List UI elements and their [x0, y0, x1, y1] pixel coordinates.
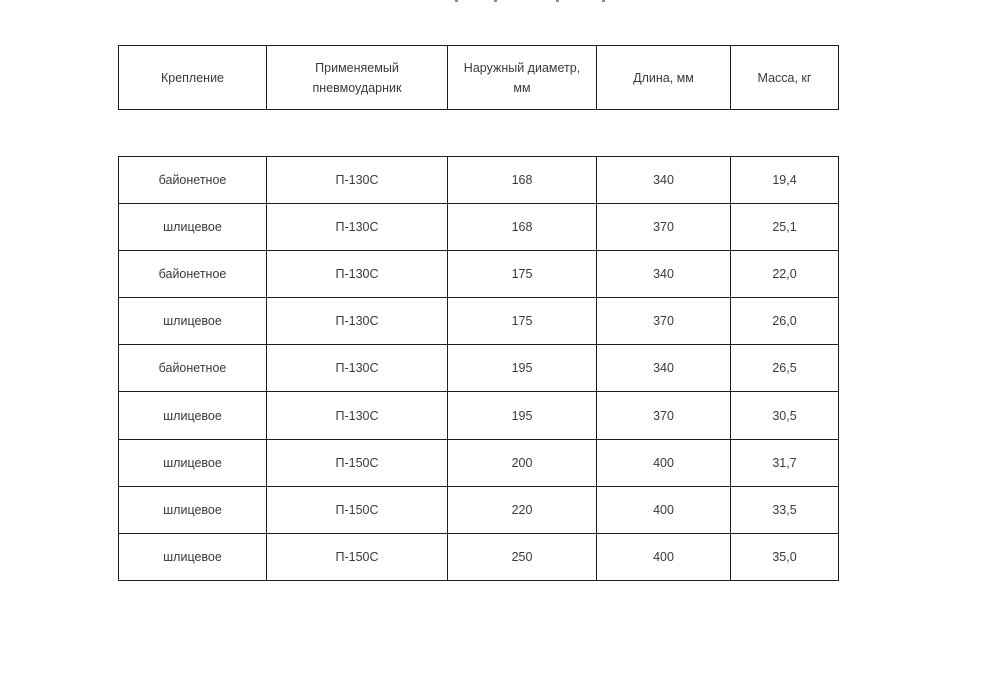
cell-outer-diameter: 250 [448, 533, 597, 580]
cell-mount-type: байонетное [119, 157, 267, 204]
table-row [119, 439, 839, 486]
table-row [119, 204, 839, 251]
cropped-text-fragment [455, 0, 458, 2]
column-header-length: Длина, мм [597, 46, 731, 110]
cell-mass: 19,4 [731, 157, 839, 204]
cell-hammer-model: П-130С [267, 392, 448, 439]
cell-mount-type: шлицевое [119, 204, 267, 251]
cell-length: 400 [597, 439, 731, 486]
cell-outer-diameter: 200 [448, 439, 597, 486]
cell-length: 400 [597, 486, 731, 533]
cell-outer-diameter: 220 [448, 486, 597, 533]
cell-length: 370 [597, 392, 731, 439]
cell-mass: 31,7 [731, 439, 839, 486]
cell-hammer-model: П-150С [267, 533, 448, 580]
cell-mount-type: шлицевое [119, 533, 267, 580]
cropped-text-fragment [556, 0, 559, 2]
cell-mount-type: байонетное [119, 345, 267, 392]
cell-mass: 25,1 [731, 204, 839, 251]
cell-length: 370 [597, 204, 731, 251]
column-header-hammer-model: Применяемый пневмоударник [267, 46, 448, 110]
cropped-text-fragment [602, 0, 605, 2]
cell-hammer-model: П-150С [267, 486, 448, 533]
cell-mass: 33,5 [731, 486, 839, 533]
table-row [119, 251, 839, 298]
cell-hammer-model: П-130С [267, 298, 448, 345]
cell-mount-type: шлицевое [119, 298, 267, 345]
cell-hammer-model: П-130С [267, 345, 448, 392]
column-header-mount-type: Крепление [119, 46, 267, 110]
cell-mount-type: шлицевое [119, 486, 267, 533]
table-row [119, 533, 839, 580]
cell-hammer-model: П-150С [267, 439, 448, 486]
cell-hammer-model: П-130С [267, 251, 448, 298]
cell-length: 340 [597, 345, 731, 392]
cell-mount-type: шлицевое [119, 439, 267, 486]
cell-outer-diameter: 195 [448, 345, 597, 392]
column-header-outer-diameter: Наружный диаметр, мм [448, 46, 597, 110]
column-header-mass: Масса, кг [731, 46, 839, 110]
cell-mount-type: байонетное [119, 251, 267, 298]
cell-outer-diameter: 195 [448, 392, 597, 439]
cell-outer-diameter: 175 [448, 251, 597, 298]
cell-mass: 35,0 [731, 533, 839, 580]
cropped-text-fragment [494, 0, 497, 2]
table-header-row [119, 46, 839, 110]
table-row [119, 345, 839, 392]
cell-outer-diameter: 168 [448, 157, 597, 204]
cell-mass: 26,5 [731, 345, 839, 392]
cell-hammer-model: П-130С [267, 157, 448, 204]
cell-mass: 26,0 [731, 298, 839, 345]
cell-outer-diameter: 168 [448, 204, 597, 251]
cell-length: 370 [597, 298, 731, 345]
table-row [119, 298, 839, 345]
cell-hammer-model: П-130С [267, 204, 448, 251]
cell-length: 340 [597, 251, 731, 298]
spec-table-body [118, 156, 839, 581]
cell-mount-type: шлицевое [119, 392, 267, 439]
table-row [119, 392, 839, 439]
cell-length: 400 [597, 533, 731, 580]
table-row [119, 486, 839, 533]
cell-outer-diameter: 175 [448, 298, 597, 345]
cell-mass: 30,5 [731, 392, 839, 439]
spec-table-header [118, 45, 839, 110]
cell-length: 340 [597, 157, 731, 204]
cell-mass: 22,0 [731, 251, 839, 298]
table-row [119, 157, 839, 204]
